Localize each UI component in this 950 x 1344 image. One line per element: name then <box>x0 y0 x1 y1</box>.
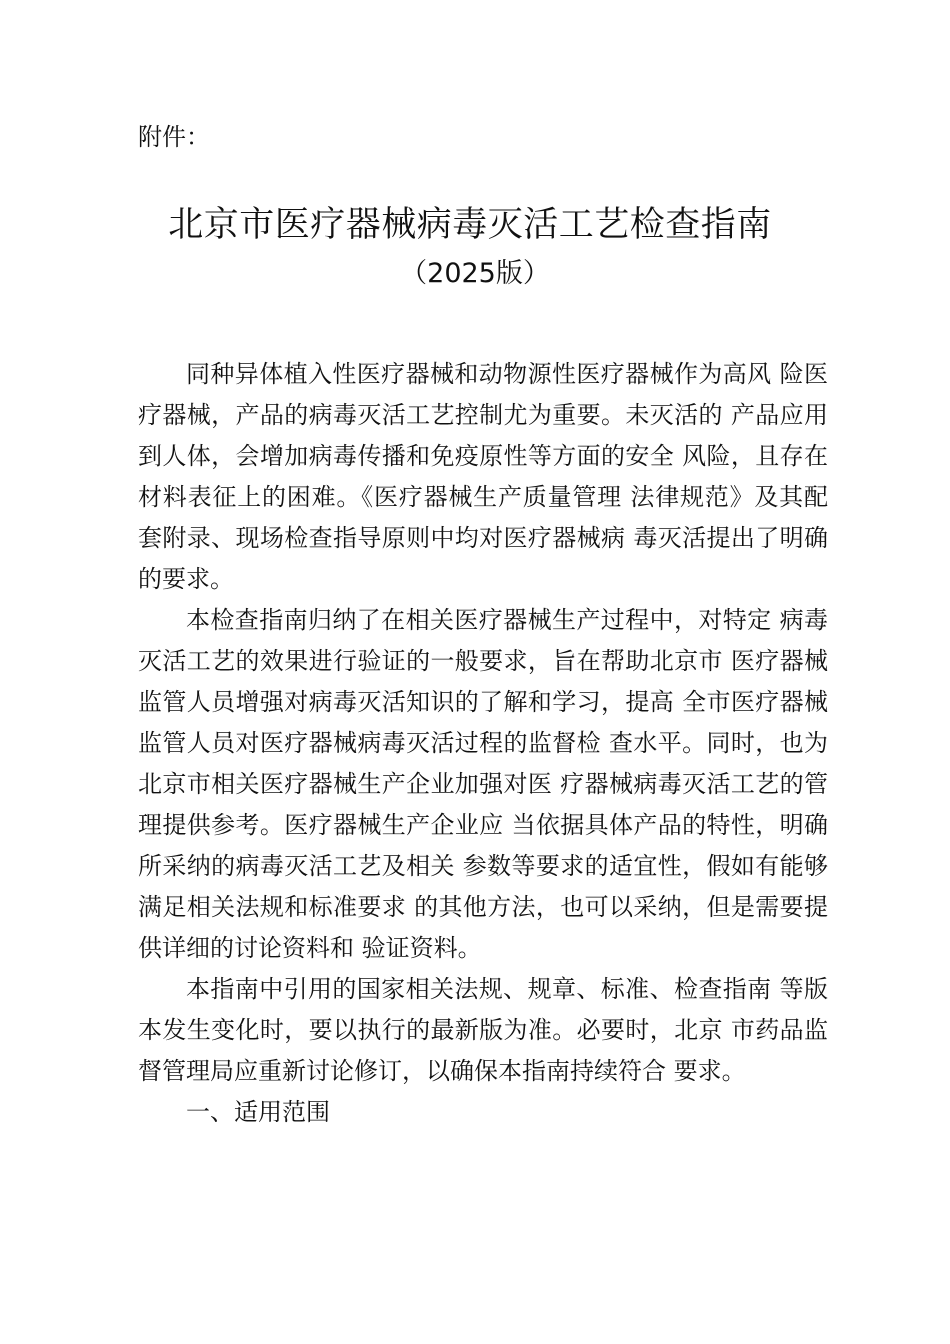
document-subtitle: （2025版） <box>400 258 550 289</box>
body-paragraph: 同种异体植入性医疗器械和动物源性医疗器械作为高风 险医疗器械，产品的病毒灭活工艺控制尤为重要。未灭活的 产品应用到人体，会增加病毒传播和免疫原性等方面的安全 风险，且存在材料表征上的困难。《医疗器械生产质量管理 法律规范》及其配套附录、现场检查指导原则中均对医疗器械病 毒灭活提出了明确的要求。 <box>138 360 828 593</box>
section-heading: 一、适用范围 <box>186 1098 330 1126</box>
document-title: 北京市医疗器械病毒灭活工艺检查指南 <box>168 205 772 245</box>
attachment-label: 附件： <box>138 123 210 151</box>
body-paragraph: 本指南中引用的国家相关法规、规章、标准、检查指南 等版本发生变化时，要以执行的最新版为准。必要时，北京 市药品监督管理局应重新讨论修订，以确保本指南持续符合 要求。 <box>138 975 828 1085</box>
document-body <box>138 354 828 1133</box>
body-paragraph: 本检查指南归纳了在相关医疗器械生产过程中，对特定 病毒灭活工艺的效果进行验证的一般要求，旨在帮助北京市 医疗器械监管人员增强对病毒灭活知识的了解和学习，提高 全市医疗器械监管人员对医疗器械病毒灭活过程的监督检 查水平。同时，也为北京市相关医疗器械生产企业加强对医 疗器械病毒灭活工艺的管理提供参考。医疗器械生产企业应 当依据具体产品的特性，明确所采纳的病毒灭活工艺及相关 参数等要求的适宜性，假如有能够满足相关法规和标准要求 的其他方法，也可以采纳，但是需要提供详细的讨论资料和 验证资料。 <box>138 606 828 962</box>
